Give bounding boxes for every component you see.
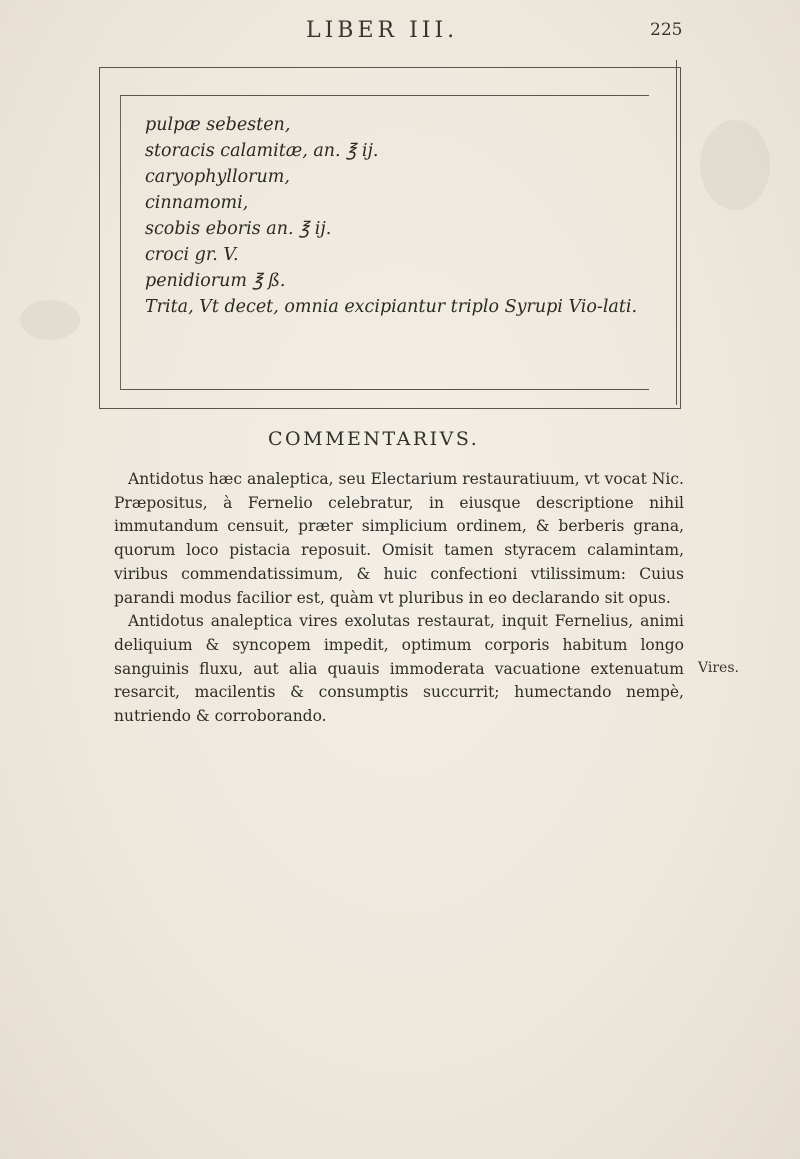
page-number: 225 <box>650 20 683 40</box>
commentary-paragraph: Antidotus analeptica vires exolutas restaurat, inquit Fernelius, animi deliquium & syncopem impedit, optimum corporis habitum longo sanguinis fluxu, aut alia quauis immoderata vacuatione extenuatum resarcit, macilentis & consumptis succurrit; humectando nempè, nutriendo & corroborando. <box>114 612 684 726</box>
recipe-line: cinnamomi, <box>145 193 249 213</box>
commentary-text <box>114 468 684 729</box>
paper-stain <box>20 300 80 340</box>
recipe-line: Trita, Vt decet, omnia excipiantur triplo Syrupi Vio-lati. <box>145 297 638 317</box>
recipe-line: scobis eboris an. ℥ ij. <box>145 219 332 239</box>
recipe-line: croci gr. V. <box>145 245 239 265</box>
recipe-line: storacis calamitæ, an. ℥ ij. <box>145 141 379 161</box>
commentary-paragraph: Antidotus hæc analeptica, seu Electarium restauratiuum, vt vocat Nic. Præpositus, à Fernelio celebratur, in eiusque descriptione nihil immutandum censuit, præter simplicium ordinem, & berberis grana, quorum loco pistacia reposuit. Omisit tamen styracem calamintam, viribus commendatissimum, & huic confectioni vtilissimum: Cuius parandi modus facilior est, quàm vt pluribus in eo declarando sit opus. <box>114 470 684 607</box>
recipe-line: penidiorum ℥ ß. <box>145 271 286 291</box>
paper-stain <box>700 120 770 210</box>
recipe-line: pulpæ sebesten, <box>145 115 291 135</box>
recipe-frame-rule <box>676 60 680 405</box>
recipe-line: caryophyllorum, <box>145 167 290 187</box>
recipe-block <box>145 112 650 320</box>
margin-note: Vires. <box>698 660 739 676</box>
section-title: COMMENTARIVS. <box>268 428 480 450</box>
running-title: LIBER III. <box>306 18 459 43</box>
